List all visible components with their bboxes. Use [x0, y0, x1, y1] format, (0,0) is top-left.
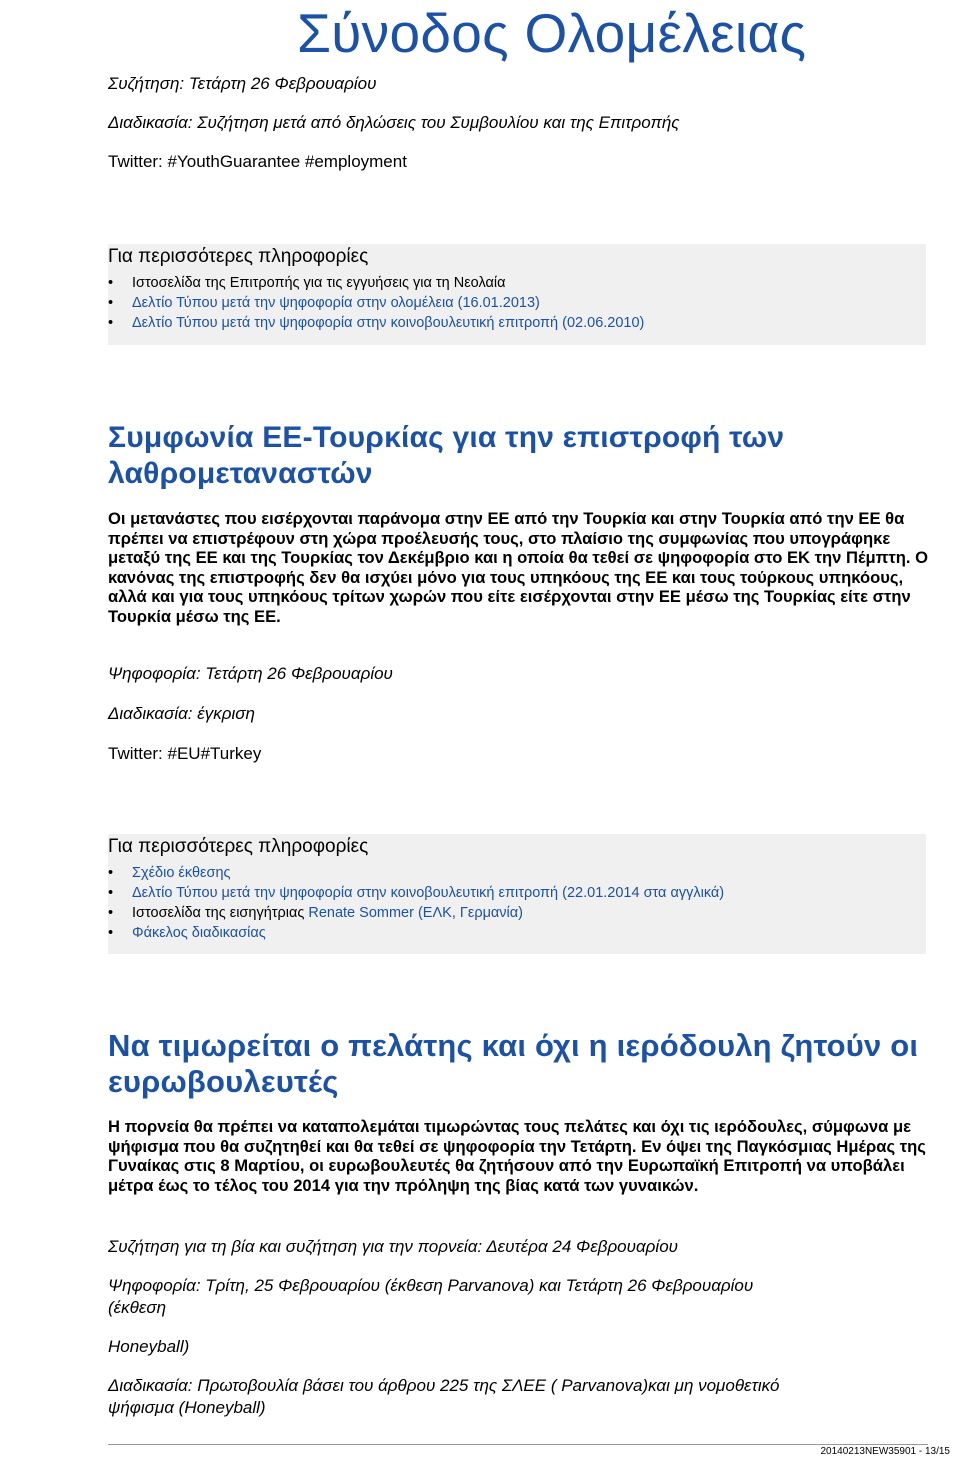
youth-meta — [108, 73, 928, 173]
rapporteur-page-label: Ιστοσελίδα της εισηγήτριας — [132, 905, 305, 921]
vote-date: Ψηφοφορία: Τετάρτη 26 Φεβρουαρίου — [108, 664, 393, 683]
procedure-text: Διαδικασία: έγκριση — [108, 704, 255, 723]
list-item[interactable] — [108, 923, 926, 943]
more-info-box — [108, 244, 926, 345]
list-item[interactable] — [108, 313, 926, 333]
section-lead-prostitution: Η πορνεία θα πρέπει να καταπολεμάται τιμωρώντας τους πελάτες και όχι τις ιερόδουλες, σύμφωνα με ψήφισμα που θα συζητηθεί και θα τεθεί σε ψηφοφορία την Τετάρτη. Εν όψει της Παγκόσμιας Ημέρας της Γυναίκας στις 8 Μαρτίου, οι ευρωβουλευτές θα ζητήσουν από την Ευρωπαϊκή Επιτροπή να υποβάλει μέτρα έως το τέλος του 2014 για την πρόληψη της βίας κατά των γυναικών. — [108, 1117, 926, 1195]
list-item[interactable] — [108, 293, 926, 313]
list-item[interactable] — [108, 883, 926, 903]
draft-report-link[interactable]: Σχέδιο έκθεσης — [132, 865, 231, 881]
vote-date-cont: Honeyball) — [108, 1337, 190, 1356]
debate-date: Συζήτηση: Τετάρτη 26 Φεβρουαρίου — [108, 74, 377, 93]
footer-divider — [108, 1444, 928, 1445]
twitter-tags: Twitter: #EU#Turkey — [108, 744, 262, 763]
prostitution-meta — [108, 1236, 928, 1419]
page-title: Σύνοδος Ολομέλειας — [297, 2, 807, 64]
more-info-box — [108, 834, 926, 954]
vote-date-cont: (έκθεση — [108, 1298, 167, 1317]
twitter-tags: Twitter: #YouthGuarantee #employment — [108, 152, 407, 171]
press-release-plenary-link[interactable]: Δελτίο Τύπου μετά την ψηφοφορία στην ολομέλεια (16.01.2013) — [132, 295, 540, 311]
section-title-eu-turkey: Συμφωνία ΕΕ-Τουρκίας για την επιστροφή των λαθρομεταναστών — [108, 421, 785, 490]
list-item[interactable] — [108, 863, 926, 883]
section-title-prostitution: Να τιμωρείται ο πελάτης και όχι η ιερόδουλη ζητούν οι ευρωβουλευτές — [108, 1028, 919, 1099]
rapporteur-link[interactable]: Renate Sommer (ΕΛΚ, Γερμανία) — [308, 905, 523, 921]
more-info-list — [108, 863, 926, 943]
procedure-text: Διαδικασία: Συζήτηση μετά από δηλώσεις του Συμβουλίου και της Επιτροπής — [108, 113, 680, 132]
vote-date: Ψηφοφορία: Τρίτη, 25 Φεβρουαρίου (έκθεση Parvanova) και Τετάρτη 26 Φεβρουαρίου — [108, 1276, 754, 1295]
section-lead-eu-turkey: Οι μετανάστες που εισέρχονται παράνομα στην ΕΕ από την Τουρκία και στην Τουρκία από την ΕΕ θα πρέπει να επιστρέφουν στη χώρα προέλευσής τους, στο πλαίσιο της συμφωνίας που υπογράφηκε μεταξύ της ΕΕ και της Τουρκίας τον Δεκέμβριο και η οποία θα τεθεί σε ψηφοφορία στο ΕΚ την Πέμπτη. Ο κανόνας της επιστροφής δεν θα ισχύει μόνο για τους υπηκόους της ΕΕ και τους τούρκους υπηκόους, αλλά και για τους υπηκόους τρίτων χωρών που είτε εισέρχονται στην ΕΕ μέσω της Τουρκίας είτε στην Τουρκία μέσω της ΕΕ. — [108, 509, 929, 626]
debate-date: Συζήτηση για τη βία και συζήτηση για την πορνεία: Δευτέρα 24 Φεβρουαρίου — [108, 1237, 678, 1256]
list-item[interactable] — [108, 273, 926, 293]
list-item[interactable] — [108, 903, 926, 923]
procedure-text-cont: ψήφισμα (Honeyball) — [108, 1398, 266, 1417]
eu-turkey-meta — [108, 663, 928, 765]
more-info-heading: Για περισσότερες πληροφορίες — [108, 246, 369, 267]
procedure-text: Διαδικασία: Πρωτοβουλία βάσει του άρθρου 225 της ΣΛΕΕ ( Parvanova)και μη νομοθετικό — [108, 1376, 780, 1395]
more-info-heading: Για περισσότερες πληροφορίες — [108, 836, 369, 857]
press-release-committee-link[interactable]: Δελτίο Τύπου μετά την ψηφοφορία στην κοινοβουλευτική επιτροπή (02.06.2010) — [132, 315, 645, 331]
press-release-committee-link[interactable]: Δελτίο Τύπου μετά την ψηφοφορία στην κοινοβουλευτική επιτροπή (22.01.2014 στα αγγλικά) — [132, 885, 725, 901]
procedure-file-link[interactable]: Φάκελος διαδικασίας — [132, 925, 266, 941]
commission-youth-link[interactable]: Ιστοσελίδα της Επιτροπής για τις εγγυήσεις για τη Νεολαία — [132, 275, 506, 291]
footer-reference: 20140213NEW35901 - 13/15 — [820, 1446, 950, 1457]
more-info-list — [108, 273, 926, 333]
